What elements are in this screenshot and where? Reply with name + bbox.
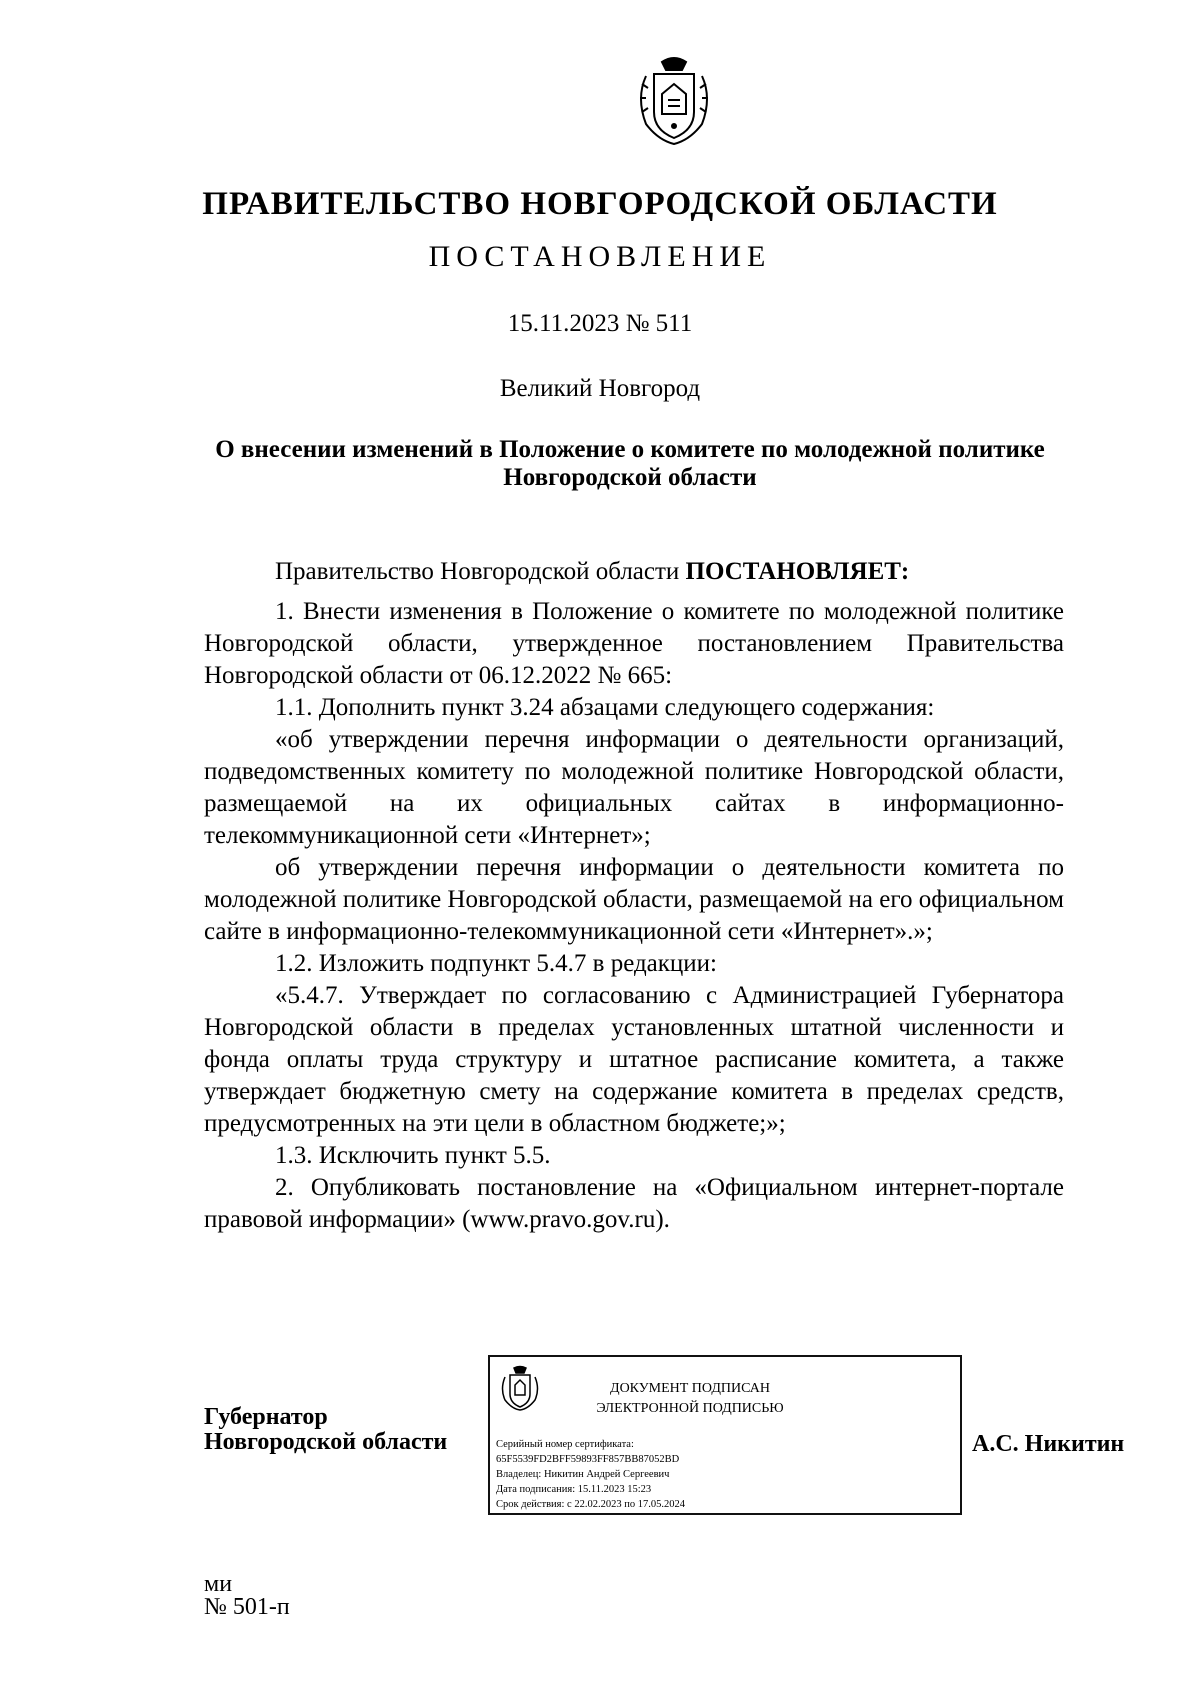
signer-position-line1: Губернатор — [204, 1404, 328, 1430]
executor-initials: ми — [204, 1571, 233, 1597]
stamp-heading-line2: ЭЛЕКТРОННОЙ ПОДПИСЬЮ — [596, 1401, 784, 1416]
paragraph: 1.3. Исключить пункт 5.5. — [275, 1142, 551, 1169]
signer-position — [204, 1405, 447, 1455]
paragraph: об утверждении перечня информации о деятельности комитета по молодежной политике Новгородской области, размещаемой на его официальном сайте в информационно-телекоммуникационной сети «Интернет».»; — [204, 854, 1064, 945]
document-type: ПОСТАНОВЛЕНИЕ — [428, 240, 772, 273]
document-date-number: 15.11.2023 № 511 — [507, 310, 693, 337]
stamp-details — [496, 1437, 685, 1512]
electronic-signature-stamp — [488, 1355, 962, 1515]
stamp-heading-line1: ДОКУМЕНТ ПОДПИСАН — [610, 1381, 770, 1396]
certificate-number: 65F5539FD2BFF59893FF857BB87052BD — [496, 1454, 680, 1465]
paragraph: «об утверждении перечня информации о деятельности организаций, подведомственных комитету по молодежной политике Новгородской области, размещаемой на их официальных сайтах в информационно-телекоммуникационной сети «Интернет»; — [204, 726, 1064, 849]
internal-reference: № 501-п — [204, 1594, 290, 1620]
paragraph: «5.4.7. Утверждает по согласованию с Администрацией Губернатора Новгородской области в пределах установленных штатной численности и фонда оплаты труда структуру и штатное расписание комитета, а также утверждает бюджетную смету на содержание комитета в пределах средств, предусмотренных на эти цели в областном бюджете;»; — [204, 982, 1064, 1137]
organization-name: ПРАВИТЕЛЬСТВО НОВГОРОДСКОЙ ОБЛАСТИ — [202, 186, 998, 222]
document-title: О внесении изменений в Положение о комитете по молодежной политике Новгородской области — [215, 436, 1045, 491]
stamp-heading — [580, 1379, 800, 1419]
certificate-validity: Срок действия: с 22.02.2023 по 17.05.2024 — [496, 1499, 685, 1510]
coat-of-arms-icon — [632, 54, 716, 146]
preamble — [204, 556, 1064, 588]
certificate-owner: Владелец: Никитин Андрей Сергеевич — [496, 1469, 670, 1480]
signing-date: Дата подписания: 15.11.2023 15:23 — [496, 1484, 652, 1495]
signer-position-line2: Новгородской области — [204, 1429, 448, 1455]
certificate-label: Серийный номер сертификата: — [496, 1439, 634, 1450]
paragraph: 1. Внести изменения в Положение о комитете по молодежной политике Новгородской области, утвержденное постановлением Правительства Новгородской области от 06.12.2022 № 665: — [204, 598, 1064, 689]
paragraph: 2. Опубликовать постановление на «Официальном интернет-портале правовой информации» (www.pravo.gov.ru). — [204, 1174, 1064, 1233]
document-city: Великий Новгород — [499, 375, 701, 402]
preamble-lead: Правительство Новгородской области — [275, 558, 686, 585]
document-footer — [204, 1573, 290, 1619]
preamble-resolves: ПОСТАНОВЛЯЕТ: — [685, 558, 910, 585]
paragraph: 1.1. Дополнить пункт 3.24 абзацами следующего содержания: — [275, 694, 935, 721]
document-body — [204, 556, 1064, 1236]
paragraph: 1.2. Изложить подпункт 5.4.7 в редакции: — [275, 950, 718, 977]
signer-name: А.С. Никитин — [972, 1431, 1125, 1457]
stamp-crest-icon — [500, 1365, 540, 1411]
